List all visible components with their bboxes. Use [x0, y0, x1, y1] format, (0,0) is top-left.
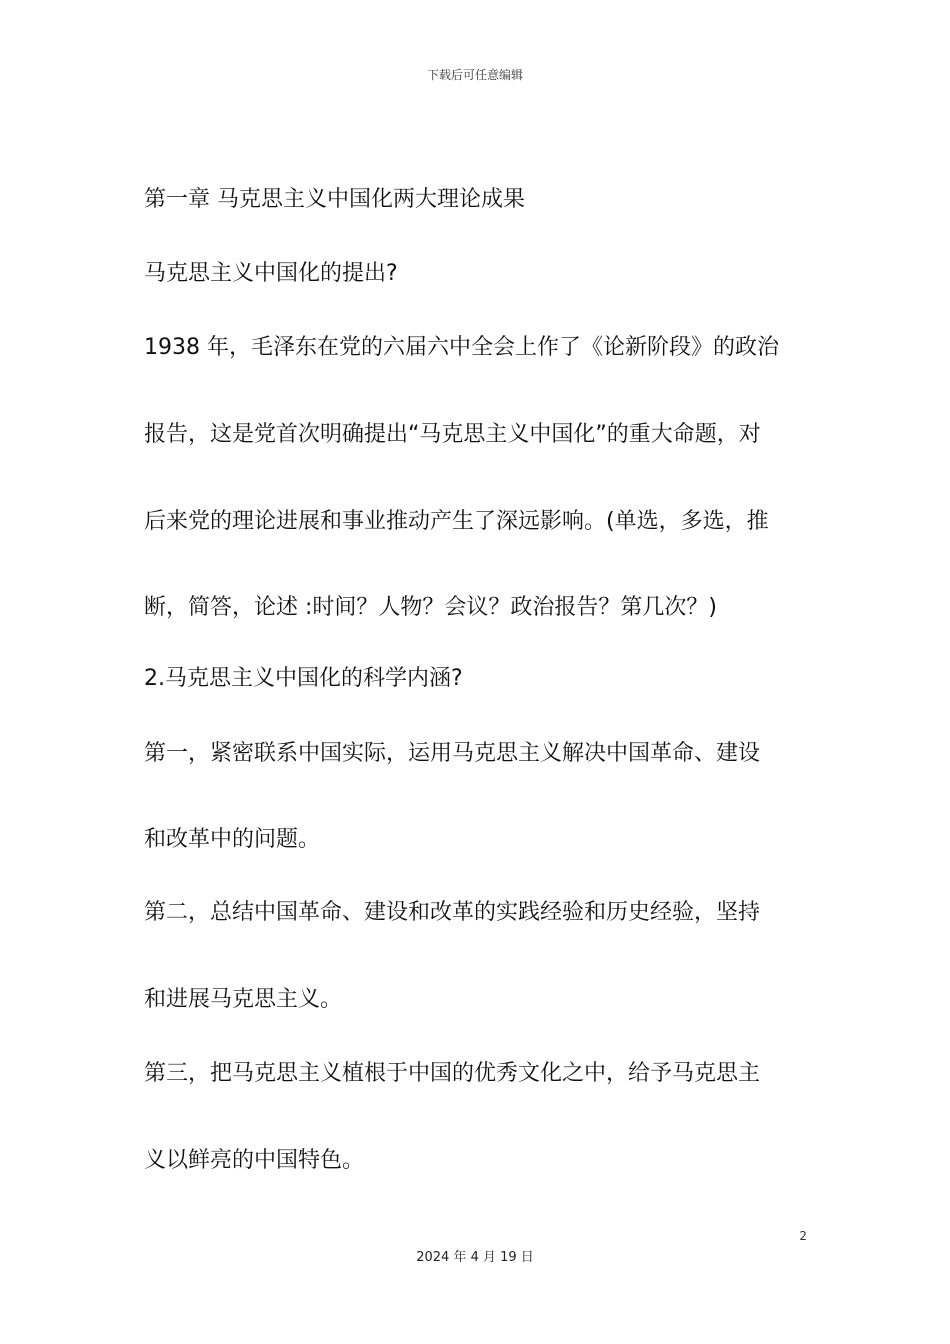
point-1-line-1: 第一，紧密联系中国实际，运用马克思主义解决中国革命、建设 — [144, 741, 761, 766]
point-3-line-2: 义以鲜亮的中国特色。 — [144, 1148, 365, 1173]
question-heading-1: 马克思主义中国化的提出? — [144, 261, 398, 286]
paragraph-1-line-4: 断，简答，论述 :时间？人物？会议？政治报告？第几次？) — [144, 595, 717, 620]
point-1-line-2: 和改革中的问题。 — [144, 827, 321, 852]
point-3-line-1: 第三，把马克思主义植根于中国的优秀文化之中，给予马克思主 — [144, 1061, 761, 1086]
question-heading-2: 2.马克思主义中国化的科学内涵? — [144, 666, 463, 691]
chapter-title: 第一章 马克思主义中国化两大理论成果 — [144, 187, 525, 212]
page-header: 下载后可任意编辑 — [426, 68, 523, 82]
page-number: 2 — [799, 1229, 807, 1243]
paragraph-1-line-1: 1938 年，毛泽东在党的六届六中全会上作了《论新阶段》的政治 — [144, 335, 779, 360]
paragraph-1-line-2: 报告，这是党首次明确提出“马克思主义中国化”的重大命题，对 — [144, 422, 761, 447]
point-2-line-2: 和进展马克思主义。 — [144, 987, 343, 1012]
footer-date: 2024 年 4 月 19 日 — [416, 1250, 534, 1265]
point-2-line-1: 第二，总结中国革命、建设和改革的实践经验和历史经验，坚持 — [144, 900, 761, 925]
paragraph-1-line-3: 后来党的理论进展和事业推动产生了深远影响。(单选，多选，推 — [144, 509, 769, 534]
